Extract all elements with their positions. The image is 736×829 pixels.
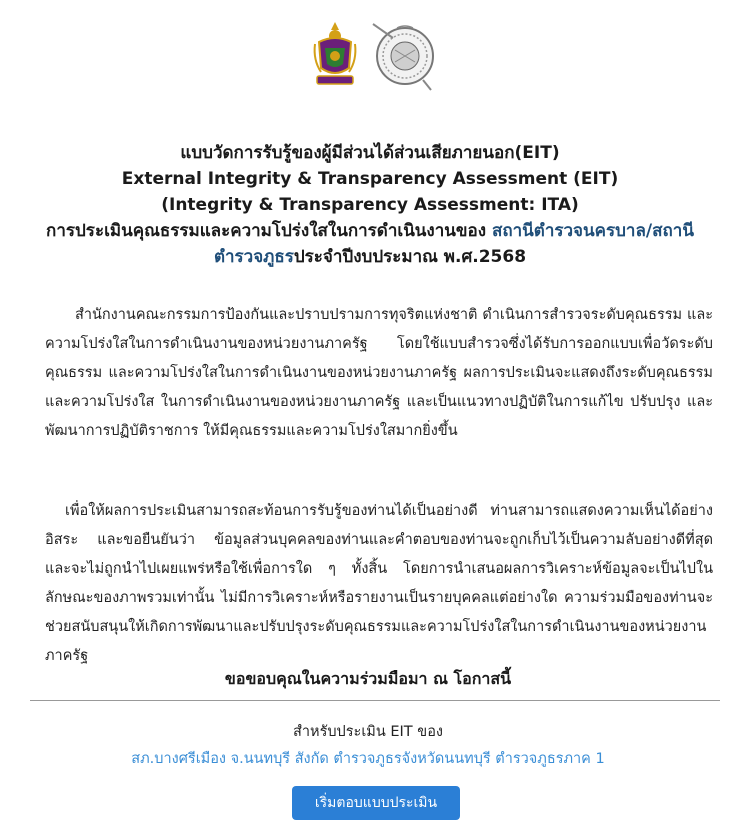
department-crest-icon — [311, 20, 359, 90]
eit-target-label: สำหรับประเมิน EIT ของ — [293, 724, 443, 740]
title-station-type-part1: สถานีตำรวจนครบาล/สถานี — [491, 221, 694, 241]
thanks-text: ขอขอบคุณในความร่วมมือมา ณ โอกาสนี้ — [224, 669, 512, 688]
privacy-paragraph: เพื่อให้ผลการประเมินสามารถสะท้อนการรับรู้ของท่านได้เป็นอย่างดี ท่านสามารถแสดงความเห็นได้อย่างอิสระ และขอยืนยันว่า ข้อมูลส่วนบุคคลของท่านและคำตอบของท่านจะถูกเก็บไว้เป็นความลับอย่างดีที่สุด และจะไม่ถูกนำไปเผยแพร่หรือใช้เพื่อการใด ๆ ทั้งสิ้น โดยการนำเสนอผลการวิเคราะห์ข้อมูลจะเป็นไปในลักษณะของภาพรวมเท่านั้น ไม่มีการวิเคราะห์หรือรายงานเป็นรายบุคคลแต่อย่างใด ความร่วมมือของท่านจะช่วยสนับสนุนให้เกิดการพัฒนาและปรับปรุงระดับคุณธรรมและความโปร่งใสในการดำเนินงานของหน่วยงานภาครัฐ — [45, 502, 713, 664]
station-name: สภ.บางศรีเมือง จ.นนทบุรี สังกัด ตำรวจภูธรจังหวัดนนทบุรี ตำรวจภูธรภาค 1 — [131, 751, 605, 767]
title-assessment-line — [20, 218, 720, 244]
title-station-type-part2: ตำรวจภูธร — [213, 247, 294, 267]
royal-seal-icon — [367, 20, 439, 92]
title-english: External Integrity & Transparency Assessment (EIT) — [121, 169, 619, 189]
divider — [30, 700, 720, 701]
title-ita: (Integrity & Transparency Assessment: ITA) — [161, 195, 579, 215]
survey-title-block — [20, 140, 720, 270]
title-assessment-text: การประเมินคุณธรรมและความโปร่งใสในการดำเนินงานของ — [46, 221, 492, 241]
start-survey-button[interactable]: เริ่มตอบแบบประเมิน — [292, 786, 460, 820]
title-fiscal-year: ประจำปีงบประมาณ พ.ศ.2568 — [293, 247, 527, 267]
title-thai: แบบวัดการรับรู้ของผู้มีส่วนได้ส่วนเสียภายนอก(EIT) — [180, 143, 560, 163]
intro-paragraph: สำนักงานคณะกรรมการป้องกันและปราบปรามการทุจริตแห่งชาติ ดำเนินการสำรวจระดับคุณธรรม และความโปร่งใสในการดำเนินงานของหน่วยงานภาครัฐ โดยใช้แบบสำรวจซึ่งได้รับการออกแบบเพื่อวัดระดับคุณธรรม และความโปร่งใสในการดำเนินงานของหน่วยงานภาครัฐ ผลการประเมินจะแสดงถึงระดับคุณธรรมและความโปร่งใส ในการดำเนินงานของหน่วยงานภาครัฐ และเป็นแนวทางปฏิบัติในการแก้ไข ปรับปรุง และพัฒนาการปฏิบัติราชการ ให้มีคุณธรรมและความโปร่งใสมากยิ่งขึ้น — [45, 306, 713, 439]
title-fiscal-year-line — [20, 244, 720, 270]
logo-row — [0, 20, 736, 95]
